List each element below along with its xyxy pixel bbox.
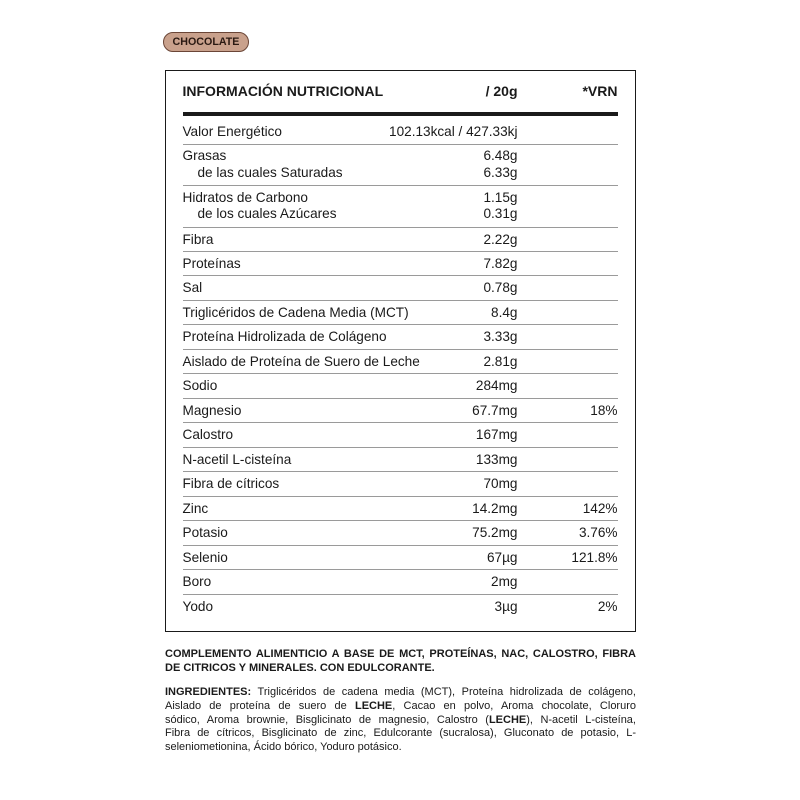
nutrient-value-cell bbox=[483, 328, 517, 345]
nutrient-label-cell bbox=[183, 328, 484, 345]
nutrient-label: Valor Energético bbox=[182, 124, 282, 139]
ingredients-segment: Aislado de proteína de suero de bbox=[165, 699, 355, 712]
nutrient-label: Boro bbox=[182, 574, 212, 590]
nutrient-value-cell bbox=[476, 426, 518, 443]
ingredients-heading: INGREDIENTES: bbox=[165, 686, 252, 698]
nutrient-label-cell bbox=[183, 231, 484, 248]
nutrient-label: Zinc bbox=[182, 500, 209, 516]
nutrient-value-cell bbox=[476, 377, 518, 394]
nutrient-label-cell bbox=[183, 148, 484, 181]
nutrient-label-cell bbox=[183, 500, 473, 517]
ingredients-segment: Triglicéridos de cadena media (MCT), Proteína hidrolizada de colágeno, bbox=[251, 686, 636, 698]
nutrient-vrn: 142% bbox=[582, 500, 618, 516]
nutrient-value: 6.48g bbox=[483, 148, 518, 163]
nutrient-value-cell bbox=[483, 190, 517, 223]
product-statement-line: DE CITRICOS Y MINERALES. CON EDULCORANTE. bbox=[165, 662, 435, 674]
nutrient-value: 2.22g bbox=[483, 231, 518, 247]
nutrient-value-cell bbox=[487, 549, 518, 566]
nutrient-vrn: 121.8% bbox=[571, 549, 618, 565]
nutrient-value: 7.82g bbox=[483, 255, 518, 271]
product-statement-line: COMPLEMENTO ALIMENTICIO A BASE DE MCT, PROTEÍNAS, NAC, CALOSTRO, FIBRA bbox=[165, 648, 636, 660]
nutrient-sub-label: de las cuales Saturadas bbox=[197, 164, 343, 180]
nutrient-vrn: 18% bbox=[590, 402, 618, 418]
nutrient-row bbox=[183, 472, 618, 496]
nutrient-row bbox=[183, 252, 618, 276]
product-statement bbox=[165, 647, 636, 675]
nutrient-value: 2.81g bbox=[483, 353, 518, 369]
nutrition-table-header bbox=[183, 71, 618, 116]
nutrient-row bbox=[183, 228, 618, 252]
ingredients-text bbox=[165, 686, 636, 755]
nutrient-label-cell bbox=[183, 475, 484, 492]
nutrient-value: 133mg bbox=[475, 451, 518, 467]
nutrient-row bbox=[183, 186, 618, 228]
nutrient-label: Sal bbox=[182, 280, 203, 296]
nutrient-value: 75.2mg bbox=[472, 525, 518, 541]
nutrient-row bbox=[183, 301, 618, 325]
nutrient-label: Calostro bbox=[182, 427, 234, 443]
flavor-badge: CHOCOLATE bbox=[163, 32, 249, 52]
nutrient-label: Fibra de cítricos bbox=[182, 476, 280, 492]
nutrient-label-cell bbox=[183, 377, 476, 394]
nutrient-label-cell bbox=[183, 451, 476, 468]
nutrient-label-cell bbox=[183, 402, 473, 419]
ingredients-line bbox=[165, 700, 636, 714]
nutrient-value-cell bbox=[483, 148, 517, 181]
nutrient-row bbox=[183, 497, 618, 521]
nutrient-rows bbox=[183, 116, 618, 620]
ingredients-segment: ), N-acetil L-cisteína, bbox=[526, 713, 636, 726]
nutrient-sub-label: de los cuales Azúcares bbox=[197, 206, 337, 221]
nutrient-value-cell bbox=[472, 402, 517, 419]
ingredients-line bbox=[165, 686, 636, 700]
vrn-header: *VRN bbox=[582, 82, 618, 99]
nutrient-label-cell bbox=[183, 524, 473, 541]
nutrient-value-cell bbox=[389, 123, 517, 140]
nutrient-vrn: 3.76% bbox=[578, 525, 618, 541]
nutrient-row bbox=[183, 325, 618, 349]
nutrient-row bbox=[183, 145, 618, 187]
nutrient-sub-value: 0.31g bbox=[483, 206, 518, 221]
nutrient-label: Fibra bbox=[182, 231, 214, 247]
nutrient-value: 2mg bbox=[491, 574, 518, 590]
nutrient-label: Sodio bbox=[182, 378, 218, 394]
nutrient-row bbox=[183, 595, 618, 619]
nutrient-value: 67.7mg bbox=[472, 402, 518, 418]
nutrient-label-cell bbox=[183, 190, 484, 223]
nutrient-label-cell bbox=[183, 123, 390, 140]
nutrient-row bbox=[183, 276, 618, 300]
nutrition-facts-panel bbox=[165, 70, 636, 632]
nutrient-label-cell bbox=[183, 279, 484, 296]
nutrient-label: Proteína Hidrolizada de Colágeno bbox=[182, 329, 387, 345]
nutrient-value-cell bbox=[483, 279, 517, 296]
nutrient-label: Proteínas bbox=[182, 255, 241, 271]
nutrient-value: 14.2mg bbox=[472, 500, 518, 516]
ingredients-segment: , Cacao en polvo, Aroma chocolate, Cloruro bbox=[392, 699, 636, 712]
nutrient-value: 8.4g bbox=[491, 304, 518, 320]
ingredients-line bbox=[165, 714, 636, 728]
allergen-emphasis: LECHE bbox=[354, 699, 393, 712]
nutrient-value: 102.13kcal / 427.33kj bbox=[389, 124, 518, 139]
ingredients-segment: Fibra de cítricos, Bisglicinato de zinc, Edulcorante (sucralosa), Gluconato de potasio, L- bbox=[165, 727, 636, 740]
nutrient-label: N-acetil L-cisteína bbox=[182, 451, 292, 467]
nutrient-value-cell bbox=[483, 231, 517, 248]
nutrition-title: INFORMACIÓN NUTRICIONAL bbox=[182, 82, 384, 99]
nutrient-label: Triglicéridos de Cadena Media (MCT) bbox=[182, 304, 409, 320]
nutrient-value-cell bbox=[472, 524, 517, 541]
nutrient-label: Yodo bbox=[182, 598, 213, 614]
nutrient-row bbox=[183, 116, 618, 145]
nutrient-value-cell bbox=[472, 500, 517, 517]
ingredients-line bbox=[165, 741, 636, 755]
serving-size-header: / 20g bbox=[485, 82, 518, 99]
ingredients-line bbox=[165, 727, 636, 741]
nutrient-label-cell bbox=[183, 255, 484, 272]
nutrient-row bbox=[183, 350, 618, 374]
nutrient-value: 67µg bbox=[486, 549, 518, 565]
nutrient-label: Potasio bbox=[182, 525, 228, 541]
nutrient-value-cell bbox=[483, 353, 517, 370]
nutrient-vrn: 2% bbox=[597, 598, 618, 614]
nutrient-label-cell bbox=[183, 549, 487, 566]
nutrient-label-cell bbox=[183, 304, 492, 321]
nutrient-label-cell bbox=[183, 573, 492, 590]
nutrient-value-cell bbox=[491, 304, 517, 321]
nutrient-value: 0.78g bbox=[483, 280, 518, 296]
nutrient-row bbox=[183, 546, 618, 570]
nutrient-value-cell bbox=[495, 598, 518, 615]
nutrient-value: 1.15g bbox=[483, 189, 518, 205]
nutrient-label: Grasas bbox=[182, 148, 227, 163]
nutrient-label-cell bbox=[183, 353, 484, 370]
nutrient-label: Selenio bbox=[182, 549, 228, 565]
ingredients-segment: seleniometionina, Ácido bórico, Yoduro potásico. bbox=[165, 741, 402, 753]
nutrient-row bbox=[183, 570, 618, 594]
nutrient-value: 70mg bbox=[483, 476, 518, 492]
ingredients-segment: sódico, Aroma brownie, Bisglicinato de magnesio, Calostro ( bbox=[165, 713, 489, 726]
nutrient-value-cell bbox=[491, 573, 517, 590]
nutrient-sub-value: 6.33g bbox=[483, 164, 518, 180]
nutrient-row bbox=[183, 399, 618, 423]
nutrient-row bbox=[183, 423, 618, 447]
nutrient-label-cell bbox=[183, 426, 476, 443]
allergen-emphasis: LECHE bbox=[488, 713, 527, 726]
nutrient-value-cell bbox=[483, 475, 517, 492]
nutrient-value-cell bbox=[483, 255, 517, 272]
nutrient-label: Hidratos de Carbono bbox=[182, 189, 308, 205]
nutrient-label-cell bbox=[183, 598, 495, 615]
nutrient-value: 3µg bbox=[494, 598, 518, 614]
nutrient-row bbox=[183, 521, 618, 545]
nutrient-label: Magnesio bbox=[182, 402, 242, 418]
nutrient-value: 3.33g bbox=[483, 329, 518, 345]
nutrient-value: 284mg bbox=[475, 378, 518, 394]
nutrient-value: 167mg bbox=[475, 427, 518, 443]
nutrient-row bbox=[183, 374, 618, 398]
nutrient-row bbox=[183, 448, 618, 472]
nutrient-value-cell bbox=[476, 451, 518, 468]
nutrient-label: Aislado de Proteína de Suero de Leche bbox=[182, 353, 420, 369]
